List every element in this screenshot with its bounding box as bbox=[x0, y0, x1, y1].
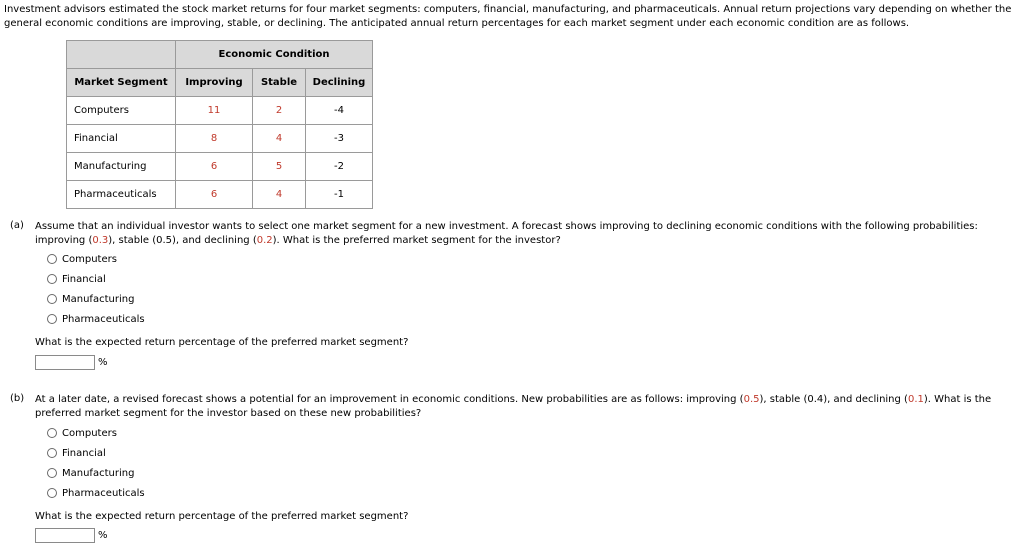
declining-cell: -1 bbox=[306, 181, 373, 209]
part-b-p-improving: 0.5 bbox=[743, 394, 760, 405]
part-a-question: What is the expected return percentage of the preferred market segment? bbox=[35, 337, 409, 348]
part-a-prompt bbox=[35, 220, 1015, 248]
segment-cell: Computers bbox=[67, 97, 176, 125]
col-header-improving: Improving bbox=[176, 69, 253, 97]
part-b-prompt bbox=[35, 393, 1015, 421]
option-label: Financial bbox=[62, 273, 106, 285]
economic-condition-header: Economic Condition bbox=[176, 41, 373, 69]
option-label: Computers bbox=[62, 253, 117, 265]
part-b-answer-input[interactable] bbox=[35, 528, 95, 543]
declining-cell: -4 bbox=[306, 97, 373, 125]
segment-cell: Financial bbox=[67, 125, 176, 153]
option-label: Pharmaceuticals bbox=[62, 487, 145, 499]
table-row bbox=[67, 97, 373, 125]
option-label: Pharmaceuticals bbox=[62, 313, 145, 325]
part-a-answer-group bbox=[35, 355, 108, 370]
option-label: Manufacturing bbox=[62, 293, 135, 305]
table-corner-cell bbox=[67, 41, 176, 69]
table-group-header-row bbox=[67, 41, 373, 69]
col-header-segment: Market Segment bbox=[67, 69, 176, 97]
part-a-label: (a) bbox=[10, 220, 24, 231]
improving-cell: 6 bbox=[176, 153, 253, 181]
part-a-option-computers[interactable] bbox=[47, 252, 117, 266]
returns-table bbox=[66, 40, 373, 209]
part-b-p-declining: 0.1 bbox=[907, 394, 924, 405]
radio-icon[interactable] bbox=[47, 274, 57, 284]
stable-cell: 5 bbox=[253, 153, 306, 181]
radio-icon[interactable] bbox=[47, 468, 57, 478]
part-a-p-declining: 0.2 bbox=[256, 235, 273, 246]
percent-unit: % bbox=[98, 357, 108, 368]
part-a-answer-input[interactable] bbox=[35, 355, 95, 370]
table-row bbox=[67, 153, 373, 181]
part-b-label: (b) bbox=[10, 393, 25, 404]
stable-cell: 2 bbox=[253, 97, 306, 125]
radio-icon[interactable] bbox=[47, 254, 57, 264]
radio-icon[interactable] bbox=[47, 428, 57, 438]
stable-cell: 4 bbox=[253, 125, 306, 153]
part-a-option-manufacturing[interactable] bbox=[47, 292, 134, 306]
improving-cell: 8 bbox=[176, 125, 253, 153]
declining-cell: -3 bbox=[306, 125, 373, 153]
part-a-text-2: ), stable (0.5), and declining ( bbox=[108, 235, 257, 246]
part-b-option-financial[interactable] bbox=[47, 446, 106, 460]
table-row bbox=[67, 125, 373, 153]
option-label: Computers bbox=[62, 427, 117, 439]
segment-cell: Pharmaceuticals bbox=[67, 181, 176, 209]
part-b-answer-group bbox=[35, 528, 108, 543]
problem-intro: Investment advisors estimated the stock market returns for four market segments: computers, financial, manufacturing, and pharmaceuticals. Annual return projections vary depending on whether the general economic conditions are improving, stable, or declining. The anticipated annual return percentages for each market segment under each economic condition are as follows. bbox=[4, 4, 1012, 29]
col-header-declining: Declining bbox=[306, 69, 373, 97]
table-row bbox=[67, 181, 373, 209]
improving-cell: 6 bbox=[176, 181, 253, 209]
radio-icon[interactable] bbox=[47, 448, 57, 458]
part-b-option-manufacturing[interactable] bbox=[47, 466, 134, 480]
part-a-text-1: Assume that an individual investor wants to select one market segment for a new investment. A forecast shows improving to declining economic conditions with the following probabilities: improving ( bbox=[35, 221, 978, 246]
radio-icon[interactable] bbox=[47, 314, 57, 324]
percent-unit: % bbox=[98, 530, 108, 541]
improving-cell: 11 bbox=[176, 97, 253, 125]
part-a-p-improving: 0.3 bbox=[92, 235, 109, 246]
part-b-text-1: At a later date, a revised forecast shows a potential for an improvement in economic conditions. New probabilities are as follows: improving ( bbox=[35, 394, 744, 405]
option-label: Financial bbox=[62, 447, 106, 459]
radio-icon[interactable] bbox=[47, 488, 57, 498]
part-b-text-2: ), stable (0.4), and declining ( bbox=[759, 394, 908, 405]
part-b-option-computers[interactable] bbox=[47, 426, 117, 440]
col-header-stable: Stable bbox=[253, 69, 306, 97]
part-b-question: What is the expected return percentage of the preferred market segment? bbox=[35, 511, 409, 522]
part-a-option-financial[interactable] bbox=[47, 272, 106, 286]
segment-cell: Manufacturing bbox=[67, 153, 176, 181]
part-a-option-pharmaceuticals[interactable] bbox=[47, 312, 145, 326]
stable-cell: 4 bbox=[253, 181, 306, 209]
part-a-text-3: ). What is the preferred market segment for the investor? bbox=[272, 235, 561, 246]
option-label: Manufacturing bbox=[62, 467, 135, 479]
radio-icon[interactable] bbox=[47, 294, 57, 304]
declining-cell: -2 bbox=[306, 153, 373, 181]
table-header-row bbox=[67, 69, 373, 97]
part-b-text-3: ). What is the preferred market segment for the investor based on these new probabilities? bbox=[35, 394, 992, 419]
part-b-option-pharmaceuticals[interactable] bbox=[47, 486, 145, 500]
